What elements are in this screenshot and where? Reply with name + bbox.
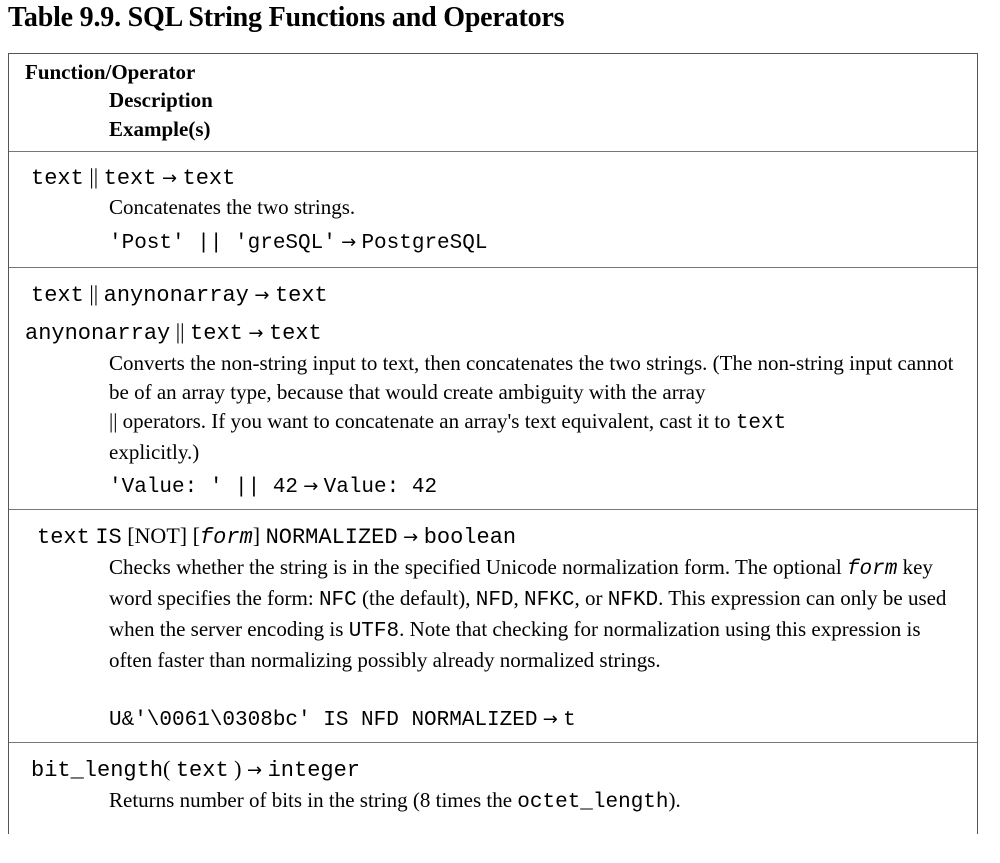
arrow-icon: → — [303, 476, 319, 497]
row4-signature: bit_length( text ) → integer — [31, 756, 361, 783]
arrow-icon: → — [542, 709, 558, 730]
arrow-icon: → — [161, 168, 178, 189]
functions-table — [8, 53, 978, 834]
header-examples: Example(s) — [109, 117, 211, 141]
row2-signature-2: anynonarray || text → text — [25, 319, 322, 346]
row4-description: Returns number of bits in the string (8 times the octet_length). — [109, 788, 681, 814]
row2-description: Converts the non-string input to text, then concatenates the two strings. (The non-string input cannot be of an array type, because that would create ambiguity with the array || operators. If you want to concatenate an array's text equivalent, cast it to text explicitly.) — [109, 351, 954, 464]
table-row — [9, 152, 977, 268]
table-row — [9, 268, 977, 510]
arrow-icon: → — [341, 232, 357, 253]
arrow-icon: → — [247, 760, 263, 781]
header-description: Description — [109, 88, 213, 112]
table-header — [9, 54, 977, 152]
row3-example: U&'\0061\0308bc' IS NFD NORMALIZED → t — [109, 709, 576, 732]
row2-signature-1: text || anynonarray → text — [31, 281, 328, 308]
arrow-icon: → — [248, 323, 264, 344]
row3-description: Checks whether the string is in the specified Unicode normalization form. The optional form key word specifies the form: NFC (the default), NFD, NFKC, or NFKD. This expression can only be used when the server encoding is UTF8. Note that checking for normalization using this expression is often faster than normalizing possibly already normalized strings. — [109, 555, 947, 672]
row2-example: 'Value: ' || 42 → Value: 42 — [109, 476, 438, 499]
row1-signature: text || text → text — [31, 164, 236, 191]
header-function-operator: Function/Operator — [25, 60, 196, 84]
row1-example: 'Post' || 'greSQL' → PostgreSQL — [109, 232, 488, 255]
row1-description: Concatenates the two strings. — [109, 195, 356, 219]
table-title: Table 9.9. SQL String Functions and Operators — [8, 2, 565, 33]
row3-signature: text IS [NOT] [form] NORMALIZED → boolean — [37, 523, 517, 550]
arrow-icon: → — [403, 527, 419, 548]
arrow-icon: → — [254, 285, 270, 306]
table-row — [9, 510, 977, 743]
table-row — [9, 743, 977, 863]
